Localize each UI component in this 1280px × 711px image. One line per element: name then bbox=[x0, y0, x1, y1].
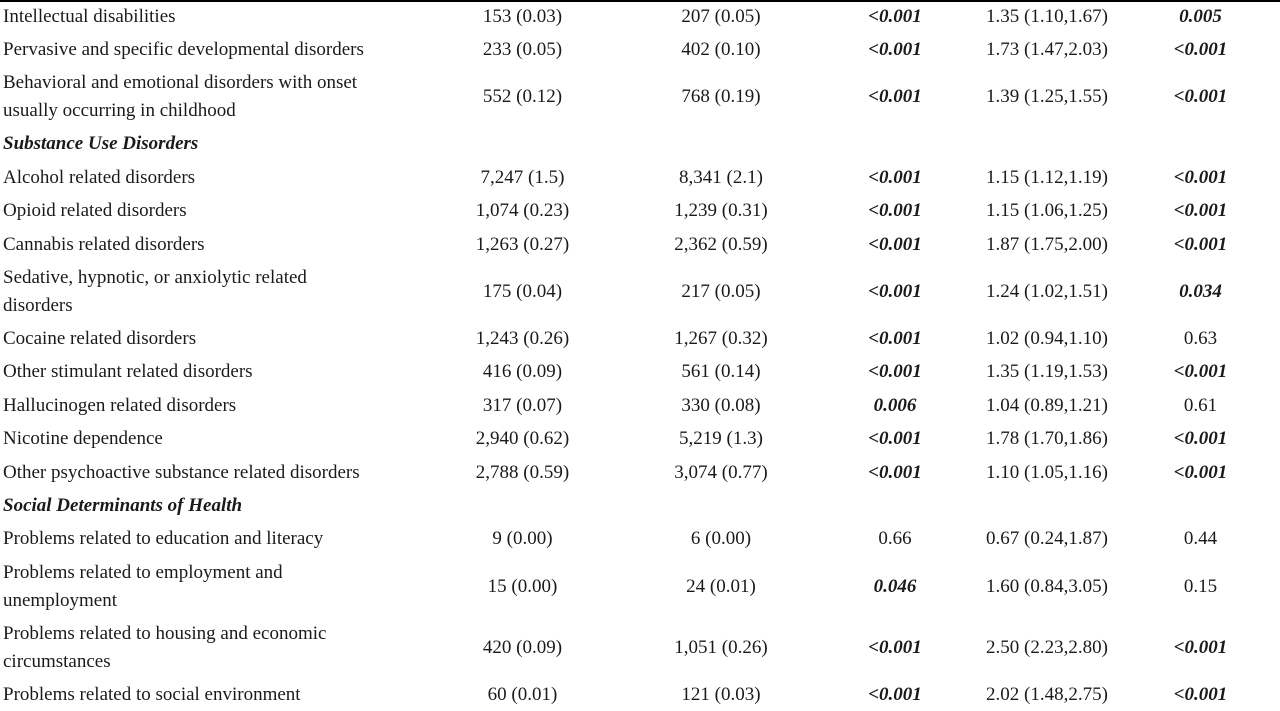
row-label-line-2: circumstances bbox=[3, 650, 111, 672]
count-cell-2: 768 (0.19) bbox=[681, 86, 761, 108]
count-cell-1: 416 (0.09) bbox=[482, 361, 563, 383]
odds-ratio-cell: 2.50 (2.23,2.80) bbox=[986, 636, 1108, 658]
odds-ratio-cell: 1.35 (1.10,1.67) bbox=[986, 5, 1108, 27]
p-value-1: <0.001 bbox=[868, 428, 922, 450]
p-value-1: 0.66 bbox=[878, 528, 912, 550]
p-value-1: <0.001 bbox=[868, 361, 922, 383]
odds-ratio-cell: 1.35 (1.19,1.53) bbox=[986, 361, 1108, 383]
p-value-2: 0.15 bbox=[1183, 575, 1218, 597]
row-label: Problems related to education and literacy bbox=[3, 528, 324, 550]
section-header-row bbox=[0, 128, 1280, 161]
table-row bbox=[0, 678, 1280, 711]
row-label: Other stimulant related disorders bbox=[3, 361, 253, 383]
count-cell-2: 3,074 (0.77) bbox=[674, 461, 768, 483]
odds-ratio-cell: 0.67 (0.24,1.87) bbox=[986, 528, 1108, 550]
odds-ratio-cell: 1.02 (0.94,1.10) bbox=[986, 328, 1108, 350]
table-row bbox=[0, 556, 1280, 617]
p-value-1: <0.001 bbox=[868, 328, 922, 350]
count-cell-2: 6 (0.00) bbox=[690, 528, 752, 550]
p-value-1: <0.001 bbox=[868, 39, 922, 61]
p-value-1: <0.001 bbox=[868, 86, 922, 108]
row-label-line-1: Behavioral and emotional disorders with onset bbox=[3, 72, 358, 94]
p-value-2: <0.001 bbox=[1173, 683, 1228, 705]
table-row bbox=[0, 523, 1280, 556]
row-label: Cannabis related disorders bbox=[3, 233, 205, 255]
odds-ratio-cell: 1.78 (1.70,1.86) bbox=[986, 428, 1108, 450]
p-value-1: <0.001 bbox=[868, 233, 922, 255]
count-cell-1: 15 (0.00) bbox=[487, 575, 558, 597]
p-value-1: <0.001 bbox=[868, 5, 922, 27]
row-label: Alcohol related disorders bbox=[3, 166, 196, 188]
p-value-2: <0.001 bbox=[1173, 361, 1228, 383]
count-cell-2: 561 (0.14) bbox=[681, 361, 761, 383]
row-label-line-1: Problems related to employment and bbox=[3, 561, 283, 583]
table-row bbox=[0, 261, 1280, 322]
table-row bbox=[0, 228, 1280, 261]
table-row bbox=[0, 0, 1280, 33]
count-cell-1: 2,788 (0.59) bbox=[475, 461, 570, 483]
count-cell-2: 5,219 (1.3) bbox=[679, 428, 763, 450]
p-value-1: <0.001 bbox=[868, 636, 922, 658]
count-cell-1: 2,940 (0.62) bbox=[475, 428, 570, 450]
count-cell-2: 330 (0.08) bbox=[681, 394, 761, 416]
row-label bbox=[0, 261, 420, 322]
section-title: Substance Use Disorders bbox=[3, 133, 199, 155]
count-cell-2: 217 (0.05) bbox=[681, 280, 761, 302]
count-cell-1: 420 (0.09) bbox=[482, 636, 563, 658]
odds-ratio-cell: 1.15 (1.12,1.19) bbox=[986, 166, 1108, 188]
p-value-2: 0.63 bbox=[1183, 328, 1218, 350]
row-label: Intellectual disabilities bbox=[3, 5, 176, 27]
p-value-2: <0.001 bbox=[1173, 636, 1228, 658]
count-cell-1: 1,243 (0.26) bbox=[475, 328, 570, 350]
odds-ratio-cell: 1.24 (1.02,1.51) bbox=[986, 280, 1108, 302]
table-row bbox=[0, 33, 1280, 66]
table-row bbox=[0, 195, 1280, 228]
table-row bbox=[0, 67, 1280, 128]
count-cell-1: 1,263 (0.27) bbox=[475, 233, 570, 255]
row-label: Nicotine dependence bbox=[3, 428, 163, 450]
row-label-line-2: disorders bbox=[3, 294, 73, 316]
row-label: Pervasive and specific developmental disorders bbox=[3, 39, 364, 61]
count-cell-2: 1,051 (0.26) bbox=[674, 636, 768, 658]
count-cell-2: 8,341 (2.1) bbox=[679, 166, 763, 188]
p-value-2: <0.001 bbox=[1173, 39, 1228, 61]
count-cell-1: 233 (0.05) bbox=[482, 39, 563, 61]
p-value-1: <0.001 bbox=[868, 461, 922, 483]
section-header-row bbox=[0, 489, 1280, 522]
p-value-1: <0.001 bbox=[868, 280, 922, 302]
p-value-1: <0.001 bbox=[868, 683, 922, 705]
table-row bbox=[0, 617, 1280, 678]
table-row bbox=[0, 356, 1280, 389]
odds-ratio-cell: 1.10 (1.05,1.16) bbox=[986, 461, 1108, 483]
p-value-2: 0.005 bbox=[1179, 5, 1222, 27]
count-cell-1: 552 (0.12) bbox=[482, 86, 563, 108]
count-cell-1: 317 (0.07) bbox=[482, 394, 563, 416]
p-value-2: <0.001 bbox=[1173, 200, 1228, 222]
count-cell-1: 175 (0.04) bbox=[482, 280, 563, 302]
row-label-line-1: Problems related to housing and economic bbox=[3, 622, 327, 644]
count-cell-2: 2,362 (0.59) bbox=[674, 233, 768, 255]
row-label-line-2: usually occurring in childhood bbox=[3, 100, 236, 122]
count-cell-2: 24 (0.01) bbox=[686, 575, 756, 597]
row-label: Other psychoactive substance related disorders bbox=[3, 461, 360, 483]
p-value-1: <0.001 bbox=[868, 166, 922, 188]
count-cell-1: 153 (0.03) bbox=[482, 5, 563, 27]
p-value-2: <0.001 bbox=[1173, 428, 1228, 450]
row-label: Cocaine related disorders bbox=[3, 328, 197, 350]
section-title: Social Determinants of Health bbox=[3, 494, 243, 516]
p-value-2: <0.001 bbox=[1173, 461, 1228, 483]
p-value-2: 0.61 bbox=[1183, 394, 1218, 416]
count-cell-1: 1,074 (0.23) bbox=[475, 200, 570, 222]
p-value-1: <0.001 bbox=[868, 200, 922, 222]
table-row bbox=[0, 161, 1280, 194]
table-row bbox=[0, 423, 1280, 456]
p-value-2: <0.001 bbox=[1173, 166, 1228, 188]
p-value-1: 0.046 bbox=[873, 575, 917, 597]
p-value-1: 0.006 bbox=[873, 394, 917, 416]
odds-ratio-cell: 1.15 (1.06,1.25) bbox=[986, 200, 1108, 222]
row-label bbox=[0, 556, 420, 617]
p-value-2: <0.001 bbox=[1173, 86, 1228, 108]
row-label-line-1: Sedative, hypnotic, or anxiolytic related bbox=[3, 266, 307, 288]
count-cell-2: 1,267 (0.32) bbox=[674, 328, 768, 350]
odds-ratio-cell: 1.39 (1.25,1.55) bbox=[986, 86, 1108, 108]
row-label: Opioid related disorders bbox=[3, 200, 187, 222]
odds-ratio-cell: 2.02 (1.48,2.75) bbox=[986, 683, 1108, 705]
row-label: Hallucinogen related disorders bbox=[3, 394, 237, 416]
table-row bbox=[0, 322, 1280, 355]
count-cell-1: 60 (0.01) bbox=[487, 683, 558, 705]
row-label: Problems related to social environment bbox=[3, 683, 301, 705]
odds-ratio-cell: 1.87 (1.75,2.00) bbox=[986, 233, 1108, 255]
odds-ratio-cell: 1.73 (1.47,2.03) bbox=[986, 39, 1108, 61]
odds-ratio-cell: 1.60 (0.84,3.05) bbox=[986, 575, 1108, 597]
row-label bbox=[0, 617, 420, 678]
row-label-line-2: unemployment bbox=[3, 589, 117, 611]
row-label bbox=[0, 67, 420, 128]
table-row bbox=[0, 389, 1280, 422]
count-cell-1: 9 (0.00) bbox=[492, 528, 553, 550]
p-value-2: 0.44 bbox=[1183, 528, 1218, 550]
count-cell-1: 7,247 (1.5) bbox=[480, 166, 565, 188]
p-value-2: 0.034 bbox=[1179, 280, 1222, 302]
count-cell-2: 1,239 (0.31) bbox=[674, 200, 768, 222]
count-cell-2: 121 (0.03) bbox=[681, 683, 761, 705]
p-value-2: <0.001 bbox=[1173, 233, 1228, 255]
table-row bbox=[0, 456, 1280, 489]
count-cell-2: 402 (0.10) bbox=[681, 39, 761, 61]
count-cell-2: 207 (0.05) bbox=[681, 5, 761, 27]
odds-ratio-cell: 1.04 (0.89,1.21) bbox=[986, 394, 1108, 416]
